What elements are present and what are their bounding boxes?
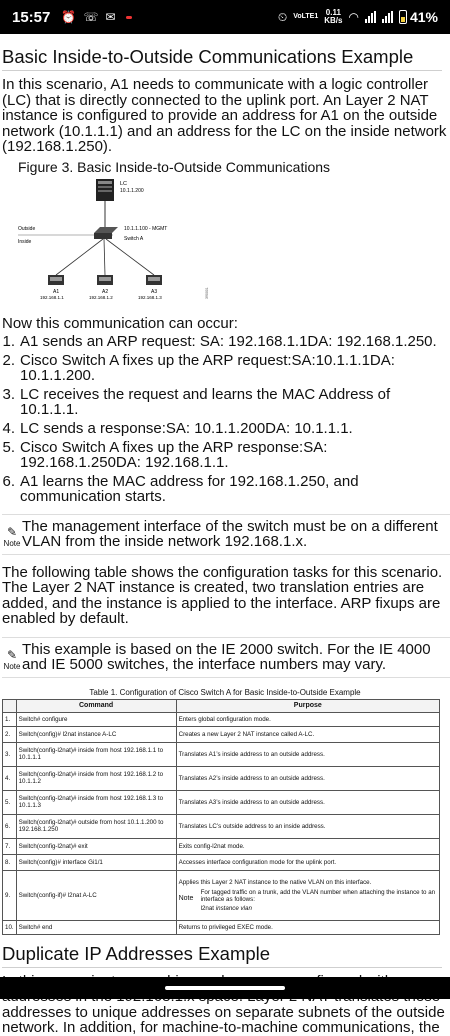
document-content xyxy=(0,34,450,1036)
lc-ip: 10.1.1.200 xyxy=(120,187,144,194)
col-purpose: Purpose xyxy=(176,699,439,712)
table-row: 5. Switch(config-l2nat)# inside from host 192.168.1.3 to 10.1.1.3 Translates A3’s inside address to an outside address. xyxy=(3,790,440,814)
alarm-icon: ⏰ xyxy=(61,10,77,24)
home-gesture-handle[interactable] xyxy=(165,986,285,990)
table-header-row xyxy=(3,699,440,712)
col-command: Command xyxy=(16,699,176,712)
volte-indicator: VoLTE1 xyxy=(293,13,319,20)
host-a3-icon xyxy=(146,275,162,285)
note-text: The management interface of the switch must be on a different VLAN from the inside network 192.168.1.x. xyxy=(22,517,438,550)
network-diagram xyxy=(18,177,228,307)
pencil-icon: ✎ xyxy=(6,647,18,662)
table-row: 1. Switch# configure Enters global configuration mode. xyxy=(3,712,440,726)
config-table xyxy=(2,699,440,935)
signal-2-icon xyxy=(382,11,393,23)
switch-label: Switch A xyxy=(124,235,144,242)
table-row: 6. Switch(config-l2nat)# outside from host 10.1.1.200 to 192.168.1.250 Translates LC’s outside address to an inside address. xyxy=(3,814,440,838)
host-a2-name: A2 xyxy=(102,288,109,295)
battery-icon xyxy=(399,10,407,24)
list-item: 4. LC sends a response:SA: 10.1.1.200DA: 10.1.1.1. xyxy=(2,419,353,437)
list-intro: Now this communication can occur: xyxy=(2,314,238,332)
host-a3-ip: 192.168.1.3 xyxy=(138,294,162,300)
table-row: 7. Switch(config-l2nat)# exit Exits config-l2nat mode. xyxy=(3,838,440,854)
switch-icon xyxy=(94,227,118,233)
table-row: 9. Switch(config-if)# l2nat A-LC Applies this Layer 2 NAT instance to the native VLAN on this interface. Note For tagged traffic on a trunk, add the VLAN number when attaching the instance to an interface as follows: l2nat instance vlan xyxy=(3,870,440,920)
note-ie-switch xyxy=(2,637,450,678)
list-item: 2. Cisco Switch A fixes up the ARP request:SA:10.1.1.1DA: 10.1.1.200. xyxy=(2,351,395,384)
host-a1-name: A1 xyxy=(53,288,60,295)
host-a2-icon xyxy=(97,275,113,285)
section-title-inside-outside: Basic Inside-to-Outside Communications Example xyxy=(2,46,442,71)
status-bar xyxy=(0,0,450,34)
outside-label: Outside xyxy=(18,225,36,232)
pencil-icon: ✎ xyxy=(6,524,18,539)
missed-call-icon: ☏ xyxy=(83,10,99,24)
table-row: 8. Switch(config)# interface Gi1/1 Accesses interface configuration mode for the uplink port. xyxy=(3,854,440,870)
section-title-duplicate-ip: Duplicate IP Addresses Example xyxy=(2,943,442,968)
mail-icon: ✉ xyxy=(105,10,116,24)
figure-code: 390001 xyxy=(205,286,209,299)
mgmt-label: 10.1.1.100 - MGMT xyxy=(124,225,168,232)
alarm-clock-icon: ⏲ xyxy=(277,9,288,24)
table-row: 2. Switch(config)# l2nat instance A-LC Creates a new Layer 2 NAT instance called A-LC. xyxy=(3,726,440,742)
battery-indicator: 41% xyxy=(399,9,438,25)
section2-intro: addresses to unique addresses on separate subnets of the outside network. In addition, for machine-to-machine communications, the xyxy=(2,1003,445,1036)
network-speed: 0.11 KB/s xyxy=(324,8,343,25)
status-time: 15:57 xyxy=(12,8,51,26)
list-item: 1. A1 sends an ARP request: SA: 192.168.1.1DA: 192.168.1.250. xyxy=(2,332,437,350)
navigation-bar xyxy=(0,977,450,999)
note-management-vlan xyxy=(2,514,450,555)
host-a1-ip: 192.168.1.1 xyxy=(40,294,64,300)
signal-1-icon xyxy=(365,11,376,23)
section-intro: In this scenario, A1 needs to communicate with a logic controller (LC) that is directly connected to the uplink port. An Layer 2 NAT instance is configured to provide an address for A1 on the outside network (10.1.1.1) and an address for the LC on the inside network (192.168.1.250). xyxy=(2,76,447,155)
note-text: This example is based on the IE 2000 switch. For the IE 4000 and IE 5000 switches, the interface numbers may vary. xyxy=(22,640,431,673)
table-intro: The following table shows the configuration tasks for this scenario. The Layer 2 NAT instance is created, two translation entries are added, and the instance is applied to the interface. ARP fixups are enabled by default. xyxy=(2,563,443,627)
note-label: Note xyxy=(3,538,21,548)
figure-caption: Figure 3. Basic Inside-to-Outside Communications xyxy=(18,158,331,175)
table-row: 10. Switch# end Returns to privileged EXEC mode. xyxy=(3,920,440,934)
list-item: 3. LC receives the request and learns the MAC Address of 10.1.1.1. xyxy=(2,385,391,418)
host-a2-ip: 192.168.1.2 xyxy=(89,294,113,300)
host-a1-icon xyxy=(48,275,64,285)
inside-label: Inside xyxy=(18,238,32,245)
lc-label: LC xyxy=(120,180,128,187)
table-row: 3. Switch(config-l2nat)# inside from host 192.168.1.1 to 10.1.1.1 Translates A1’s inside address to an outside address. xyxy=(3,742,440,766)
note-label: Note xyxy=(3,661,21,671)
host-a3-name: A3 xyxy=(151,288,158,295)
list-item: 6. A1 learns the MAC address for 192.168.1.250, and communication starts. xyxy=(2,472,359,505)
notification-dot-icon xyxy=(126,16,132,19)
network-diagram-svg xyxy=(18,177,228,307)
table-caption: Table 1. Configuration of Cisco Switch A for Basic Inside-to-Outside Example xyxy=(89,687,361,697)
table-row: 4. Switch(config-l2nat)# inside from host 192.168.1.2 to 10.1.1.2 Translates A2’s inside address to an outside address. xyxy=(3,766,440,790)
steps-list xyxy=(0,334,450,504)
wifi-icon: ◠ xyxy=(348,10,359,24)
list-item: 5. Cisco Switch A fixes up the ARP response:SA: 192.168.1.250DA: 192.168.1.1. xyxy=(2,438,328,471)
table-inner-note: Note For tagged traffic on a trunk, add the VLAN number when attaching the instance to an interface as follows: l2nat instance vlan xyxy=(178,888,436,912)
